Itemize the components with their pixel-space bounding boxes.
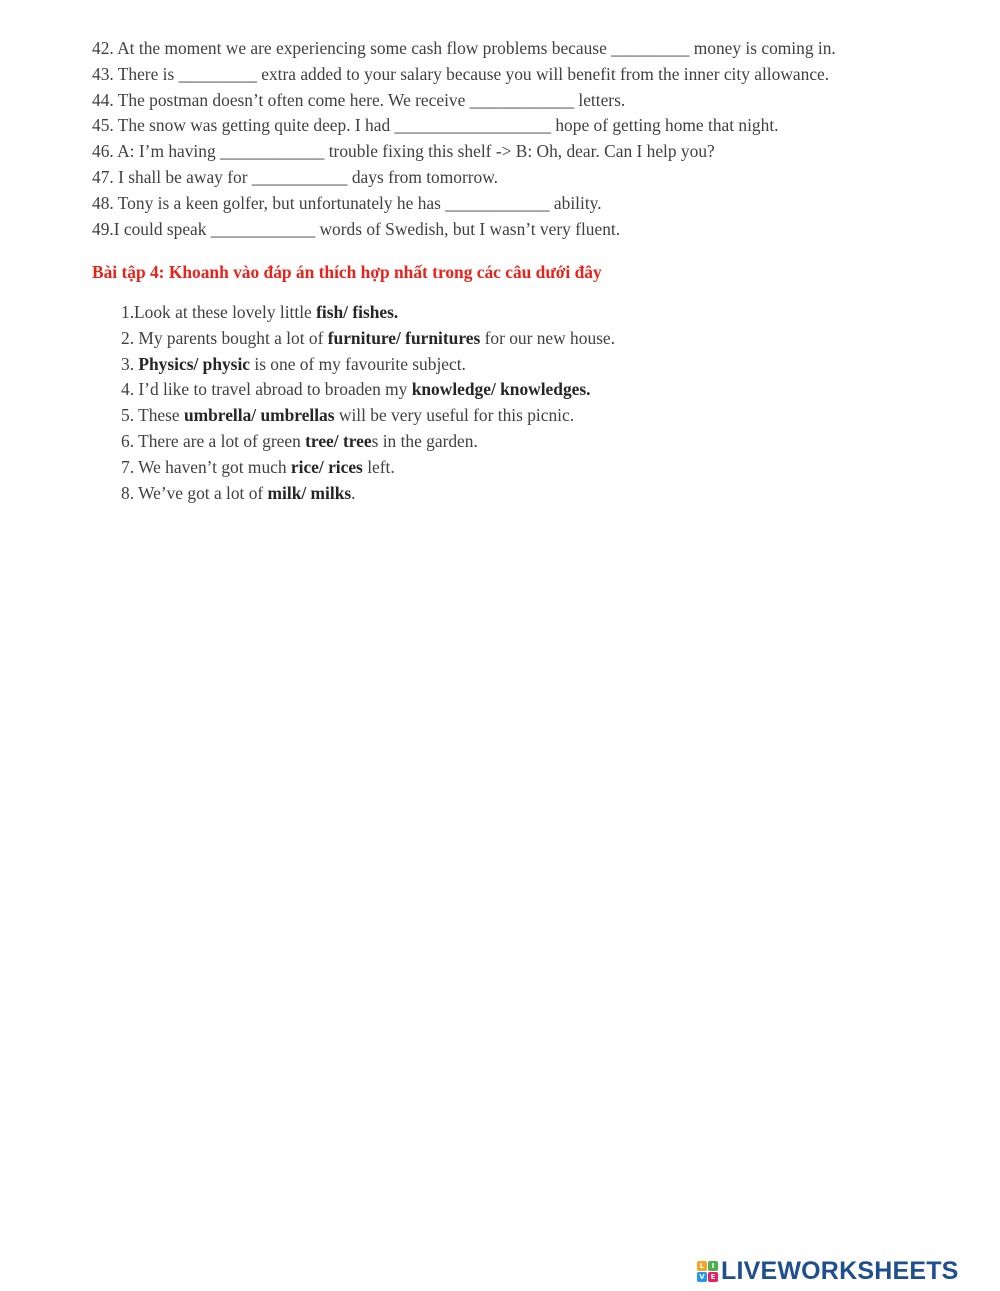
exercise-item	[121, 352, 615, 378]
answer-choices[interactable]: furniture/ furnitures	[327, 327, 481, 348]
exercise-text: for our new house.	[480, 327, 615, 348]
exercise-text: 8. We’ve got a lot of	[121, 482, 268, 503]
exercise-list	[121, 300, 615, 506]
answer-choices[interactable]: umbrella/ umbrellas	[183, 405, 335, 426]
logo-mark-cell: V	[697, 1272, 707, 1282]
exercise-text: s in the garden.	[371, 430, 478, 451]
question-item: 48. Tony is a keen golfer, but unfortunately he has ____________ ability.	[92, 192, 602, 213]
exercise-text: 1.Look at these lovely little	[121, 302, 317, 322]
exercise-item	[121, 481, 615, 507]
exercise-item	[121, 326, 615, 352]
logo-mark-cell: L	[697, 1261, 707, 1271]
logo-text: LIVEWORKSHEETS	[721, 1257, 959, 1285]
exercise-text: 3.	[121, 353, 139, 374]
exercise-text: is one of my favourite subject.	[250, 353, 466, 374]
answer-choices[interactable]: knowledge/ knowledges.	[411, 379, 591, 400]
exercise-item	[121, 455, 615, 481]
answer-choices[interactable]: rice/ rices	[290, 456, 363, 477]
exercise-text: 6. There are a lot of green	[121, 430, 306, 451]
question-item: 47. I shall be away for ___________ days from tomorrow.	[92, 166, 499, 187]
section-title: Bài tập 4: Khoanh vào đáp án thích hợp nhất trong các câu dưới đây	[92, 262, 602, 282]
logo-mark-cell: I	[708, 1261, 718, 1271]
liveworksheets-logo[interactable]	[697, 1256, 959, 1286]
exercise-text: 7. We haven’t got much	[121, 456, 291, 477]
exercise-item	[121, 377, 615, 403]
exercise-text: 2. My parents bought a lot of	[121, 327, 328, 348]
question-item: 43. There is _________ extra added to your salary because you will benefit from the inner city allowance.	[92, 63, 830, 84]
question-item: 46. A: I’m having ____________ trouble fixing this shelf -> B: Oh, dear. Can I help you?	[92, 141, 715, 162]
answer-choices[interactable]: tree/ tree	[305, 430, 372, 451]
question-item: 42. At the moment we are experiencing some cash flow problems because _________ money is coming in.	[92, 38, 836, 58]
logo-mark-cell: E	[708, 1272, 718, 1282]
exercise-text: left.	[362, 456, 395, 477]
answer-choices[interactable]: Physics/ physic	[138, 353, 251, 374]
exercise-text: .	[351, 482, 356, 503]
question-item: 45. The snow was getting quite deep. I had __________________ hope of getting home that night.	[92, 115, 779, 136]
answer-choices[interactable]: milk/ milks	[267, 482, 352, 503]
exercise-text: will be very useful for this picnic.	[334, 405, 575, 426]
question-item: 49.I could speak ____________ words of Swedish, but I wasn’t very fluent.	[92, 218, 621, 239]
logo-mark-icon	[697, 1261, 718, 1282]
exercise-item	[121, 429, 615, 455]
question-list	[92, 36, 972, 242]
exercise-text: 5. These	[121, 405, 184, 426]
answer-choices[interactable]: fish/ fishes.	[316, 302, 399, 322]
exercise-text: 4. I’d like to travel abroad to broaden my	[121, 379, 412, 400]
question-item: 44. The postman doesn’t often come here. We receive ____________ letters.	[92, 89, 626, 110]
exercise-item	[121, 300, 615, 326]
exercise-item	[121, 403, 615, 429]
